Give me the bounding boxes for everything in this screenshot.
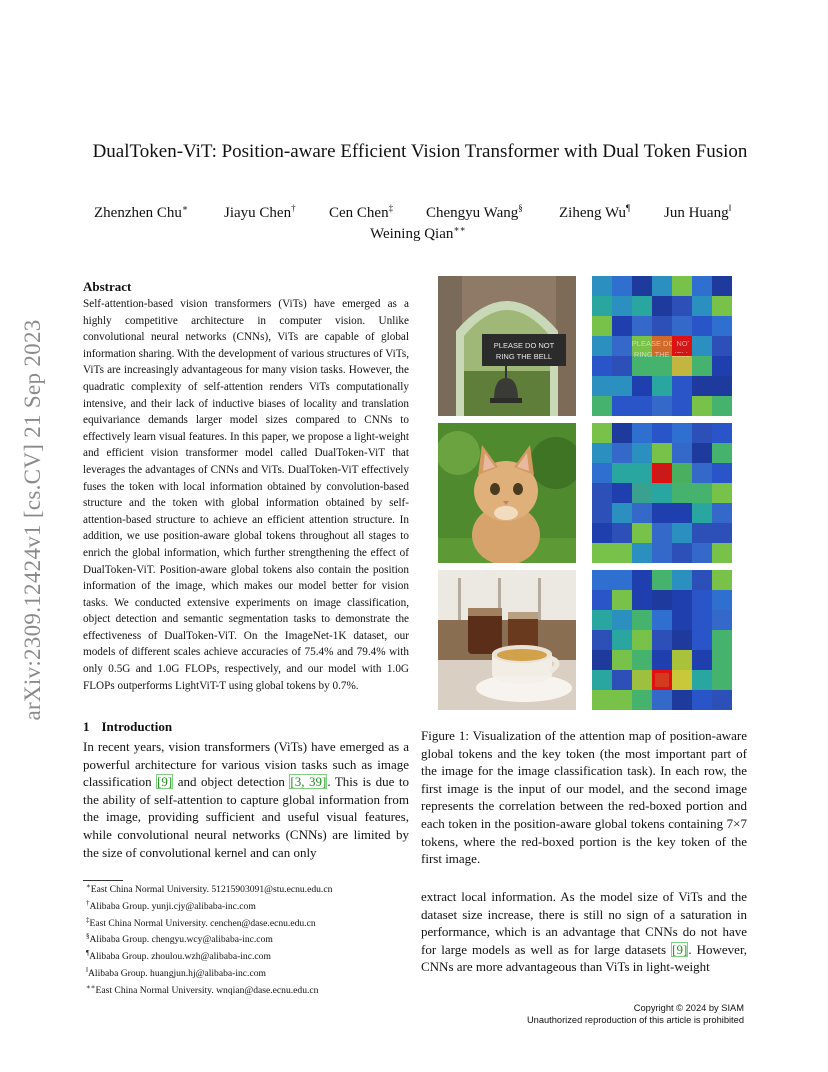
author-5: Ziheng Wu¶ xyxy=(559,203,631,221)
heatmap-cell xyxy=(632,296,652,316)
heatmap-cell xyxy=(712,276,732,296)
heatmap-cell xyxy=(712,296,732,316)
author-1: Zhenzhen Chu∗ xyxy=(94,203,189,221)
heatmap-cell xyxy=(672,630,692,650)
heatmap-cell xyxy=(692,336,712,356)
heatmap-cell xyxy=(652,396,672,416)
heatmap-cell xyxy=(652,503,672,523)
heatmap-cell xyxy=(692,590,712,610)
heatmap-cell xyxy=(612,376,632,396)
introduction-text: In recent years, vision transformers (ViTs) have emerged as a powerful architecture for various vision tasks such as image classification [9] and object detection [3, 39]. This is due to the ability of self-attention to capture global information from the image, providing sufficient and useful visual features, while convolutional neural networks (CNNs) are limited by the size of convolutional kernel and can only xyxy=(83,739,409,860)
heatmap-cell xyxy=(612,523,632,543)
heatmap-cell xyxy=(592,690,612,710)
heatmap-cell xyxy=(652,276,672,296)
heatmap-cell xyxy=(672,650,692,670)
heatmap-cell xyxy=(632,610,652,630)
heatmap-cell xyxy=(632,523,652,543)
figure-image-kitten xyxy=(438,423,576,563)
heatmap-cell xyxy=(592,590,612,610)
heatmap-cell xyxy=(612,396,632,416)
attention-heatmap-3 xyxy=(592,570,732,710)
introduction-text-continued: extract local information. As the model size of ViTs and the dataset size increase, there is still no sign of a saturation in performance, which is an advantage that CNNs do not have for large models as well as for large datasets [9]. However, CNNs are more advantageous than ViTs in light-weight xyxy=(421,889,748,975)
heatmap-cell xyxy=(712,570,732,590)
heatmap-cell xyxy=(692,276,712,296)
heatmap-cell xyxy=(612,443,632,463)
bell-sign-text: RING THE BELL xyxy=(633,350,691,359)
attention-heatmap-1 xyxy=(592,276,732,416)
figure-caption: Figure 1: Visualization of the attention map of position-aware global tokens and the key token (the most important part of the image for the image classification task). In each row, the first image is the input of our model, and the second image represents the correlation between the red-boxed portion and each token in the position-aware global tokens containing 7×7 tokens, where the red-boxed portion is the key token of the first image. xyxy=(421,728,747,867)
footnote: ∗∗East China Normal University. wnqian@dase.ecnu.edu.cn xyxy=(86,982,319,996)
heatmap-cell xyxy=(692,376,712,396)
heatmap-cell xyxy=(652,483,672,503)
heatmap-cell xyxy=(672,483,692,503)
heatmap-cell xyxy=(592,463,612,483)
copyright-line: Unauthorized reproduction of this article is prohibited xyxy=(526,1014,744,1025)
heatmap-cell xyxy=(652,650,672,670)
heatmap-cell xyxy=(612,650,632,670)
heatmap-cell xyxy=(672,276,692,296)
heatmap-cell xyxy=(712,356,732,376)
section-heading-introduction: 1 Introduction xyxy=(83,719,173,734)
heatmap-cell xyxy=(712,463,732,483)
heatmap-cell xyxy=(612,483,632,503)
bell-sign-text: PLEASE DO NOT xyxy=(493,341,555,350)
heatmap-cell xyxy=(592,503,612,523)
heatmap-cell xyxy=(612,423,632,443)
heatmap-cell xyxy=(612,610,632,630)
heatmap-cell xyxy=(712,396,732,416)
heatmap-cell xyxy=(692,570,712,590)
heatmap-cell xyxy=(692,483,712,503)
heatmap-cell xyxy=(672,316,692,336)
heatmap-cell xyxy=(692,523,712,543)
footnotes xyxy=(86,880,416,997)
author-4: Chengyu Wang§ xyxy=(426,203,523,221)
heatmap-cell xyxy=(712,316,732,336)
heatmap-cell xyxy=(692,690,712,710)
heatmap-cell xyxy=(632,630,652,650)
copyright-line: Copyright © 2024 by SIAM xyxy=(633,1003,744,1013)
heatmap-cell xyxy=(632,570,652,590)
heatmap-cell xyxy=(612,336,632,356)
heatmap-cell xyxy=(652,570,672,590)
heatmap-cell xyxy=(652,590,672,610)
heatmap-cell xyxy=(652,356,672,376)
footnote: ‡East China Normal University. cenchen@dase.ecnu.edu.cn xyxy=(86,915,316,929)
citation-link[interactable]: [9] xyxy=(157,774,173,790)
heatmap-cell xyxy=(652,543,672,563)
heatmap-cell xyxy=(672,443,692,463)
heatmap-cell xyxy=(652,690,672,710)
heatmap-cell xyxy=(612,670,632,690)
heatmap-cell xyxy=(632,670,652,690)
heatmap-cell xyxy=(672,396,692,416)
heatmap-cell xyxy=(612,276,632,296)
heatmap-cell xyxy=(632,376,652,396)
heatmap-cell xyxy=(592,670,612,690)
heatmap-cell xyxy=(712,443,732,463)
copyright-notice xyxy=(527,1003,744,1026)
heatmap-cell xyxy=(612,630,632,650)
heatmap-cell xyxy=(672,570,692,590)
footnote: $^ǁ$Alibaba Group. huangjun.hj@alibaba-inc.com xyxy=(86,965,266,980)
heatmap-cell xyxy=(612,356,632,376)
heatmap-cell xyxy=(632,356,652,376)
abstract-heading: Abstract xyxy=(83,279,132,294)
figure-image-bell xyxy=(438,276,576,416)
heatmap-cell xyxy=(592,523,612,543)
paper-title: DualToken-ViT: Position-aware Efficient Vision Transformer with Dual Token Fusion xyxy=(92,141,748,162)
heatmap-cell xyxy=(692,503,712,523)
heatmap-cell xyxy=(712,483,732,503)
heatmap-cell xyxy=(632,503,652,523)
heatmap-cell xyxy=(672,376,692,396)
heatmap-cell xyxy=(712,423,732,443)
heatmap-cell xyxy=(652,316,672,336)
heatmap-cell xyxy=(712,503,732,523)
heatmap-cell xyxy=(592,296,612,316)
footnote: ¶Alibaba Group. zhoulou.wzh@alibaba-inc.com xyxy=(86,949,271,963)
heatmap-cell xyxy=(592,630,612,650)
attention-heatmap-2 xyxy=(592,423,732,563)
heatmap-cell xyxy=(592,570,612,590)
heatmap-cell xyxy=(612,463,632,483)
heatmap-cell xyxy=(612,590,632,610)
abstract-text: Self-attention-based vision transformers (ViTs) have emerged as a highly competitive architecture in computer vision. Unlike convolutional neural networks (CNNs), ViTs are capable of global information sharing. With the development of various structures of ViTs, ViTs are increasingly advantageous for many vision tasks. However, the quadratic complexity of self-attention renders ViTs computationally intensive, and their lack of inductive biases of locality and translation equivariance demands larger model sizes compared to CNNs to effectively learn visual features. In this paper, we propose a light-weight and efficient vision transformer model called DualToken-ViT that leverages the advantages of CNNs and ViTs. DualToken-ViT effectively fuses the token with local information obtained by convolution-based structure and the token with global information obtained by self-attention-based structure to achieve an efficient attention structure. In addition, we use position-aware global tokens throughout all stages to enrich the global information, which further strengthening the effect of DualToken-ViT. Position-aware global tokens also contain the position information of the image, which makes our model better for vision tasks. We conducted extensive experiments on image classification, object detection and semantic segmentation tasks to demonstrate the effectiveness of DualToken-ViT. On the ImageNet-1K dataset, our models of different scales achieve accuracies of 75.4% and 79.4% with only 0.5G and 1.0G FLOPs, respectively, and our model with 1.0G FLOPs outperforms LightViT-T using global tokens by 0.7%. xyxy=(83,298,409,692)
heatmap-cell xyxy=(612,503,632,523)
heatmap-cell xyxy=(672,670,692,690)
heatmap-cell xyxy=(672,503,692,523)
heatmap-cell xyxy=(692,650,712,670)
heatmap-cell xyxy=(652,610,672,630)
heatmap-cell xyxy=(592,423,612,443)
heatmap-cell xyxy=(692,443,712,463)
heatmap-cell xyxy=(692,316,712,336)
heatmap-cell xyxy=(712,670,732,690)
heatmap-cell xyxy=(652,296,672,316)
heatmap-cell xyxy=(712,610,732,630)
heatmap-cell xyxy=(692,670,712,690)
heatmap-cell xyxy=(672,523,692,543)
heatmap-cell xyxy=(632,483,652,503)
heatmap-cell xyxy=(712,336,732,356)
heatmap-cell xyxy=(592,396,612,416)
heatmap-cell xyxy=(672,463,692,483)
heatmap-cell xyxy=(672,690,692,710)
heatmap-cell xyxy=(712,590,732,610)
heatmap-cell xyxy=(612,570,632,590)
author-6: Jun Huang$^ǁ$ xyxy=(664,203,732,221)
heatmap-cell xyxy=(652,376,672,396)
heatmap-cell xyxy=(712,650,732,670)
footnote: §Alibaba Group. chengyu.wcy@alibaba-inc.com xyxy=(86,932,273,946)
heatmap-cell xyxy=(652,630,672,650)
arxiv-stamp: arXiv:2309.12424v1 [cs.CV] 21 Sep 2023 xyxy=(20,319,45,721)
heatmap-cell xyxy=(632,396,652,416)
bell-sign-text: PLEASE DO NOT xyxy=(631,339,693,348)
heatmap-cell xyxy=(612,316,632,336)
author-3: Cen Chen‡ xyxy=(329,203,394,221)
heatmap-cell xyxy=(632,690,652,710)
heatmap-cell xyxy=(632,316,652,336)
bell-sign-text: RING THE BELL xyxy=(495,352,553,361)
heatmap-cell xyxy=(712,690,732,710)
heatmap-cell xyxy=(672,543,692,563)
heatmap-cell xyxy=(692,543,712,563)
citation-link[interactable]: [3, 39] xyxy=(290,774,327,790)
heatmap-cell xyxy=(672,610,692,630)
heatmap-cell xyxy=(692,356,712,376)
heatmap-cell xyxy=(672,296,692,316)
heatmap-cell xyxy=(712,376,732,396)
heatmap-cell xyxy=(652,423,672,443)
heatmap-cell xyxy=(612,690,632,710)
heatmap-cell xyxy=(592,356,612,376)
heatmap-cell xyxy=(592,610,612,630)
author-2: Jiayu Chen† xyxy=(224,203,296,221)
heatmap-cell xyxy=(692,296,712,316)
heatmap-cell xyxy=(632,423,652,443)
heatmap-cell xyxy=(612,296,632,316)
heatmap-cell xyxy=(672,590,692,610)
heatmap-cell xyxy=(692,630,712,650)
heatmap-cell xyxy=(592,483,612,503)
heatmap-cell xyxy=(692,396,712,416)
heatmap-cell xyxy=(632,276,652,296)
heatmap-cell xyxy=(592,543,612,563)
heatmap-cell xyxy=(692,463,712,483)
heatmap-cell xyxy=(632,463,652,483)
heatmap-cell xyxy=(612,543,632,563)
heatmap-cell xyxy=(592,650,612,670)
heatmap-cell xyxy=(592,376,612,396)
heatmap-cell xyxy=(632,543,652,563)
heatmap-cell xyxy=(592,276,612,296)
heatmap-cell xyxy=(652,443,672,463)
heatmap-cell xyxy=(632,590,652,610)
heatmap-cell xyxy=(632,443,652,463)
heatmap-cell xyxy=(692,610,712,630)
heatmap-cell xyxy=(712,523,732,543)
footnote: †Alibaba Group. yunji.cjy@alibaba-inc.com xyxy=(86,898,256,912)
heatmap-cell xyxy=(652,523,672,543)
heatmap-cell xyxy=(672,423,692,443)
footnote: ∗East China Normal University. 51215903091@stu.ecnu.edu.cn xyxy=(86,882,333,896)
heatmap-cell xyxy=(712,630,732,650)
figure-image-coffee xyxy=(438,570,576,710)
author-7: Weining Qian∗∗ xyxy=(370,224,466,242)
citation-link[interactable]: [9] xyxy=(672,941,688,957)
heatmap-cell xyxy=(692,423,712,443)
heatmap-cell xyxy=(592,443,612,463)
heatmap-cell xyxy=(592,336,612,356)
heatmap-cell xyxy=(592,316,612,336)
heatmap-cell xyxy=(712,543,732,563)
heatmap-cell xyxy=(632,650,652,670)
heatmap-cell xyxy=(672,356,692,376)
author-list xyxy=(70,203,770,243)
